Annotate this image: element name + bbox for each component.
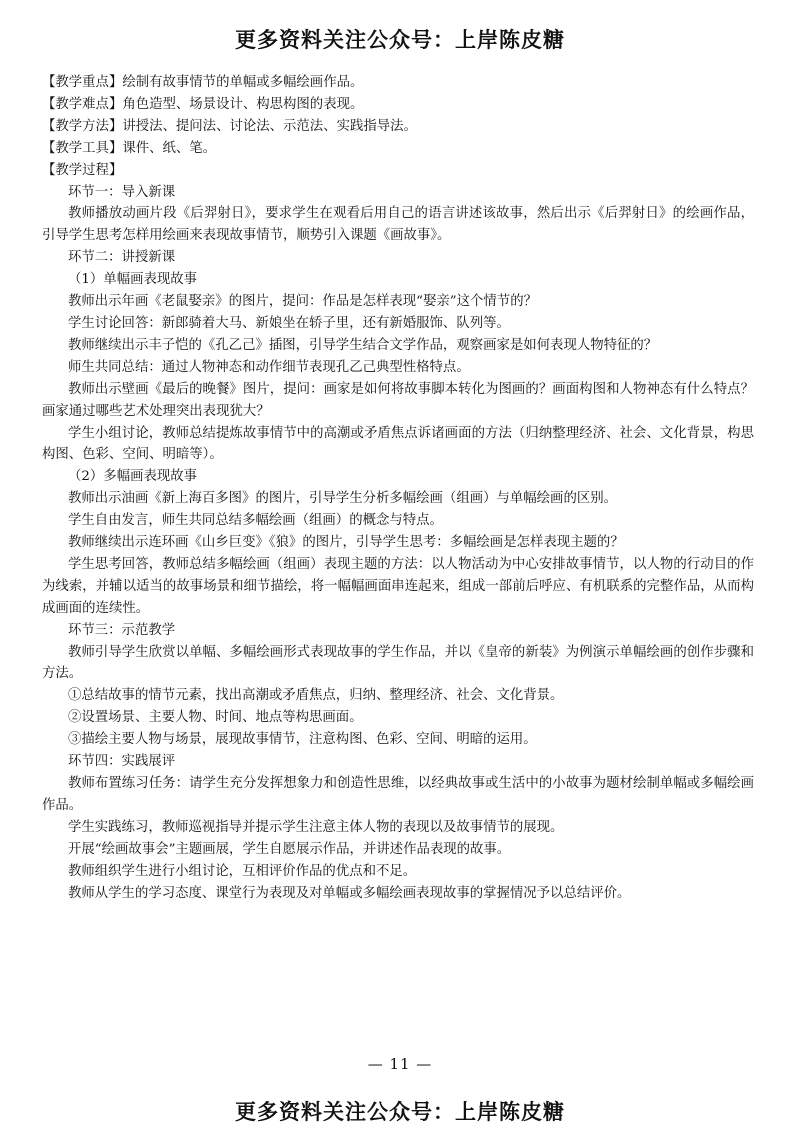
footer-banner: 更多资料关注公众号：上岸陈皮糖 — [235, 1100, 565, 1124]
page-number: — 11 — — [367, 1055, 433, 1073]
lesson-plan-body — [42, 72, 754, 904]
section-title: 环节三：示范教学 — [68, 622, 176, 638]
teaching-methods: 【教学方法】讲授法、提问法、讨论法、示范法、实践指导法。 — [42, 118, 417, 134]
section-title: 环节四：实践展评 — [68, 754, 176, 770]
difficulties: 【教学难点】角色造型、场景设计、构思构图的表现。 — [42, 96, 364, 112]
paragraph: 教师组织学生进行小组讨论，互相评价作品的优点和不足。 — [68, 863, 417, 879]
paragraph: 教师从学生的学习态度、课堂行为表现及对单幅或多幅绘画表现故事的掌握情况予以总结评价。 — [68, 885, 631, 901]
paragraph: 学生小组讨论，教师总结提炼故事情节中的高潮或矛盾焦点诉诸画面的方法（归纳整理经济、社会、文化背景，构思构图、色彩、空间、明暗等）。 — [42, 425, 754, 463]
paragraph: 师生共同总结：通过人物神态和动作细节表现孔乙己典型性格特点。 — [68, 359, 470, 375]
step-item: ③描绘主要人物与场景，展现故事情节，注意构图、色彩、空间、明暗的运用。 — [68, 732, 537, 748]
teaching-tools: 【教学工具】课件、纸、笔。 — [42, 140, 217, 156]
paragraph: 教师出示壁画《最后的晚餐》图片，提问：画家是如何将故事脚本转化为图画的？画面构图和人物神态有什么特点？画家通过哪些艺术处理突出表现犹大？ — [42, 381, 754, 419]
section-title: 环节一：导入新课 — [68, 184, 176, 200]
process-title: 【教学过程】 — [42, 162, 123, 178]
paragraph: 教师出示年画《老鼠娶亲》的图片，提问：作品是怎样表现“娶亲”这个情节的？ — [68, 294, 537, 310]
paragraph: 教师布置练习任务：请学生充分发挥想象力和创造性思维，以经典故事或生活中的小故事为题材绘制单幅或多幅绘画作品。 — [42, 776, 754, 813]
paragraph: 开展“绘画故事会”主题画展，学生自愿展示作品，并讲述作品表现的故事。 — [68, 841, 511, 857]
header-banner: 更多资料关注公众号：上岸陈皮糖 — [235, 28, 565, 52]
paragraph: 教师播放动画片段《后羿射日》，要求学生在观看后用自己的语言讲述该故事，然后出示《后羿射日》的绘画作品，引导学生思考怎样用绘画来表现故事情节，顺势引入课题《画故事》。 — [42, 206, 754, 244]
paragraph: 学生思考回答，教师总结多幅绘画（组画）表现主题的方法：以人物活动为中心安排故事情节，以人物的行动目的作为线索，并辅以适当的故事场景和细节描绘，将一幅幅画面串连起来，组成一部前后呼应、有机联系的完整作品，从而构成画面的连续性。 — [42, 556, 754, 616]
paragraph: 学生自由发言，师生共同总结多幅绘画（组画）的概念与特点。 — [68, 513, 443, 529]
paragraph: 教师引导学生欣赏以单幅、多幅绘画形式表现故事的学生作品，并以《皇帝的新装》为例演示单幅绘画的创作步骤和方法。 — [42, 644, 754, 682]
paragraph: 教师继续出示丰子恺的《孔乙己》插图，引导学生结合文学作品，观察画家是如何表现人物特征的？ — [68, 337, 658, 353]
paragraph: 学生实践练习，教师巡视指导并提示学生注意主体人物的表现以及故事情节的展现。 — [68, 819, 564, 835]
paragraph: 教师继续出示连环画《山乡巨变》《狼》的图片，引导学生思考：多幅绘画是怎样表现主题的？ — [68, 535, 624, 551]
key-points: 【教学重点】绘制有故事情节的单幅或多幅绘画作品。 — [42, 75, 364, 90]
paragraph: 教师出示油画《新上海百多图》的图片，引导学生分析多幅绘画（组画）与单幅绘画的区别。 — [68, 491, 618, 507]
subsection-title: （1）单幅画表现故事 — [68, 272, 198, 288]
paragraph: 学生讨论回答：新郎骑着大马、新娘坐在轿子里，还有新婚服饰、队列等。 — [68, 315, 510, 331]
step-item: ①总结故事的情节元素，找出高潮或矛盾焦点，归纳、整理经济、社会、文化背景。 — [68, 688, 564, 704]
step-item: ②设置场景、主要人物、时间、地点等构思画面。 — [68, 710, 363, 726]
section-title: 环节二：讲授新课 — [68, 250, 176, 266]
subsection-title: （2）多幅画表现故事 — [68, 469, 198, 485]
